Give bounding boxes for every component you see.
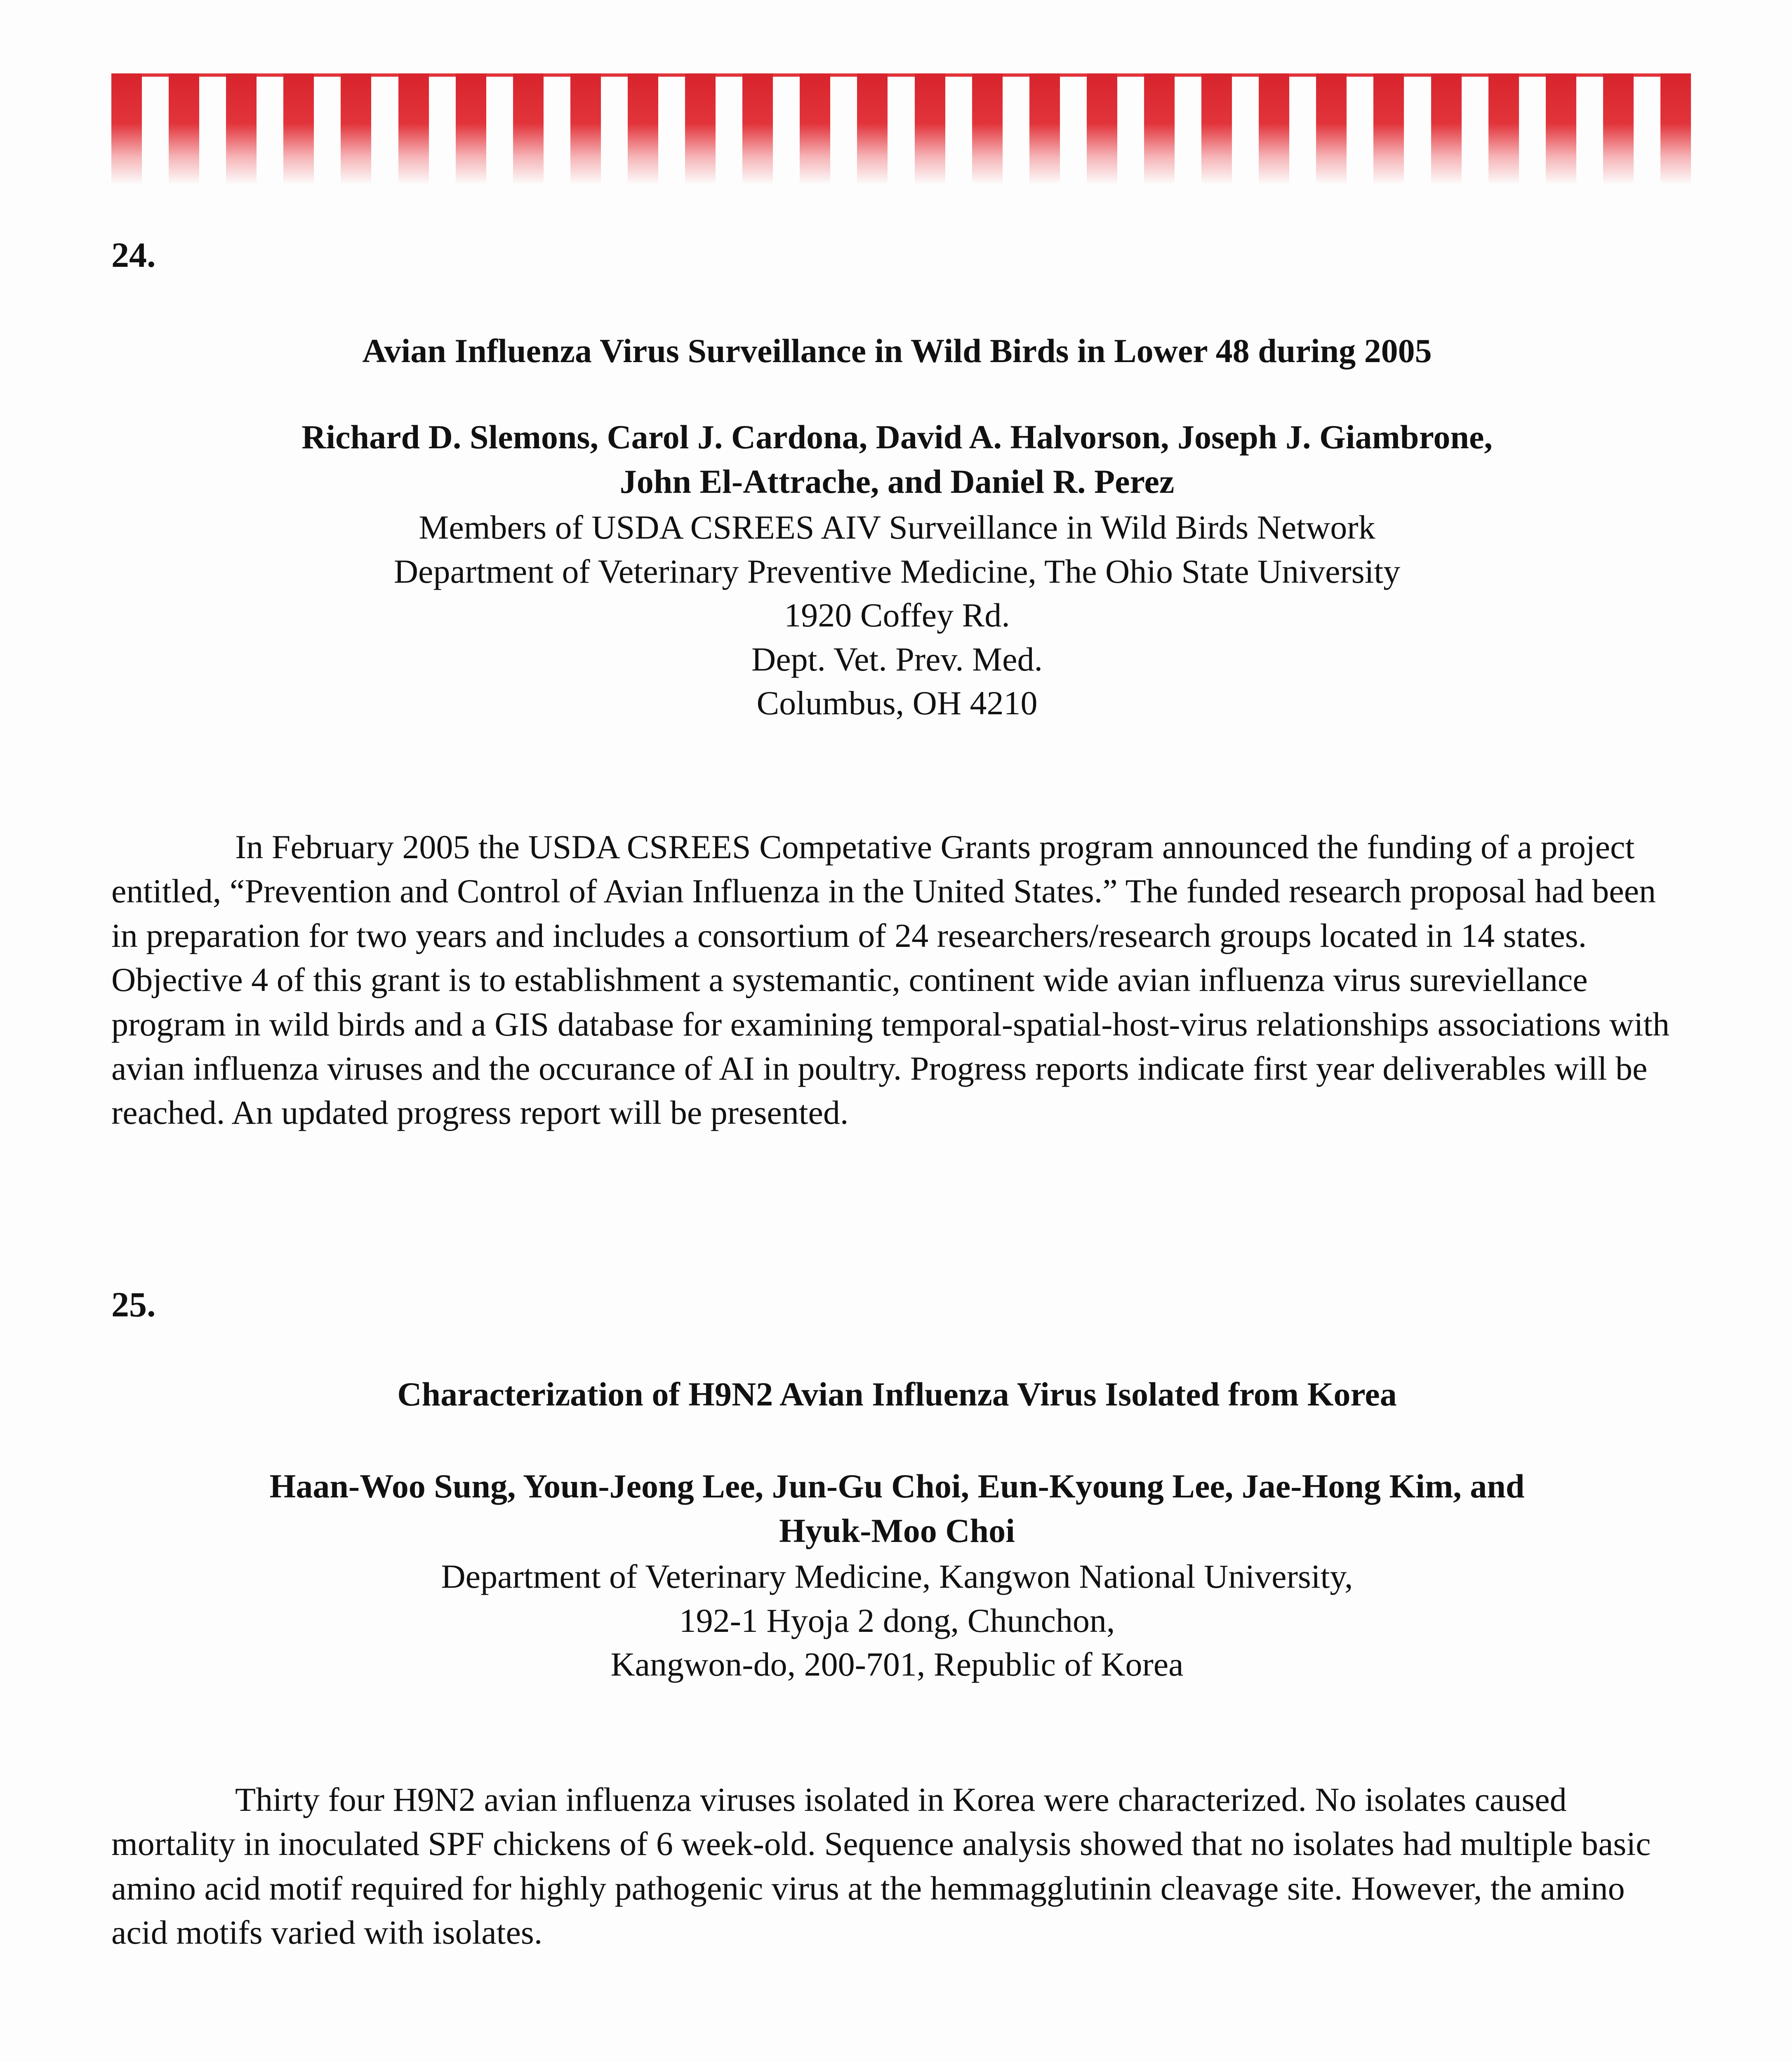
header-stripe xyxy=(915,73,945,185)
abstract-25-author-line: Hyuk-Moo Choi xyxy=(779,1512,1015,1550)
header-stripe xyxy=(1316,73,1347,185)
abstract-25-affiliation xyxy=(107,1555,1687,1687)
abstract-24-author-line: Richard D. Slemons, Carol J. Cardona, David A. Halvorson, Joseph J. Giambrone, xyxy=(301,418,1493,456)
header-stripe xyxy=(1029,73,1060,185)
header-stripe-band xyxy=(111,73,1691,185)
affiliation-line: Columbus, OH 4210 xyxy=(756,684,1038,722)
header-stripe xyxy=(1603,73,1634,185)
affiliation-line: Dept. Vet. Prev. Med. xyxy=(751,640,1043,678)
header-stripe xyxy=(169,73,199,185)
header-stripe xyxy=(570,73,601,185)
header-stripe xyxy=(742,73,773,185)
abstract-25-title: Characterization of H9N2 Avian Influenza Virus Isolated from Korea xyxy=(397,1375,1397,1413)
affiliation-line: Department of Veterinary Preventive Medicine, The Ohio State University xyxy=(393,552,1401,590)
abstract-25-body-text: Thirty four H9N2 avian influenza viruses isolated in Korea were characterized. No isolates caused mortality in inoculated SPF chickens of 6 week-old. Sequence analysis showed that no isolates had multiple basic amino acid motif required for highly pathogenic virus at the hemmagglutinin cleavage site. However, the amino acid motifs varied with isolates. xyxy=(111,1781,1651,1951)
header-stripe xyxy=(111,73,142,185)
header-stripe xyxy=(341,73,371,185)
affiliation-line: Department of Veterinary Medicine, Kangwon National University, xyxy=(441,1558,1353,1595)
abstract-25-authors xyxy=(107,1464,1687,1553)
abstract-25-author-line: Haan-Woo Sung, Youn-Jeong Lee, Jun-Gu Choi, Eun-Kyoung Lee, Jae-Hong Kim, and xyxy=(269,1467,1525,1505)
header-stripe xyxy=(1431,73,1462,185)
header-stripe xyxy=(800,73,830,185)
affiliation-line: 1920 Coffey Rd. xyxy=(784,596,1010,634)
header-stripe xyxy=(456,73,486,185)
abstract-number-24: 24. xyxy=(111,235,156,275)
abstract-number-25: 25. xyxy=(111,1285,156,1324)
header-stripe xyxy=(398,73,429,185)
header-stripe xyxy=(685,73,716,185)
header-stripe xyxy=(1488,73,1519,185)
abstract-24-authors xyxy=(107,415,1687,504)
header-stripe xyxy=(283,73,314,185)
header-stripe xyxy=(1144,73,1175,185)
affiliation-line: Members of USDA CSREES AIV Surveillance in Wild Birds Network xyxy=(419,508,1375,546)
header-stripe xyxy=(226,73,257,185)
header-stripe xyxy=(1087,73,1117,185)
abstract-24-author-line: John El-Attrache, and Daniel R. Perez xyxy=(619,463,1175,501)
header-stripe xyxy=(628,73,658,185)
header-stripe xyxy=(1546,73,1576,185)
header-stripe xyxy=(1373,73,1404,185)
affiliation-line: 192-1 Hyoja 2 dong, Chunchon, xyxy=(679,1601,1115,1639)
header-stripe xyxy=(513,73,544,185)
header-stripe xyxy=(857,73,888,185)
header-stripe xyxy=(1259,73,1289,185)
abstract-24-title: Avian Influenza Virus Surveillance in Wild Birds in Lower 48 during 2005 xyxy=(362,332,1432,370)
header-stripe xyxy=(1660,73,1691,185)
abstract-25-body xyxy=(111,1777,1670,1955)
abstract-25-header xyxy=(107,1373,1687,1416)
affiliation-line: Kangwon-do, 200-701, Republic of Korea xyxy=(610,1645,1184,1683)
abstract-24-body-text: In February 2005 the USDA CSREES Competative Grants program announced the funding of a project entitled, “Prevention and Control of Avian Influenza in the United States.” The funded research proposal had been in preparation for two years and includes a consortium of 24 researchers/research groups located in 14 states. Objective 4 of this grant is to establishment a systemantic, continent wide avian influenza virus sureviellance program in wild birds and a GIS database for examining temporal-spatial-host-virus relationships associations with avian influenza viruses and the occurance of AI in poultry. Progress reports indicate first year deliverables will be reached. An updated progress report will be presented. xyxy=(111,828,1670,1132)
abstract-24-affiliation xyxy=(107,506,1687,725)
abstract-24-header xyxy=(107,330,1687,372)
header-stripe xyxy=(972,73,1003,185)
header-stripe xyxy=(1201,73,1232,185)
abstract-24-body xyxy=(111,825,1670,1135)
